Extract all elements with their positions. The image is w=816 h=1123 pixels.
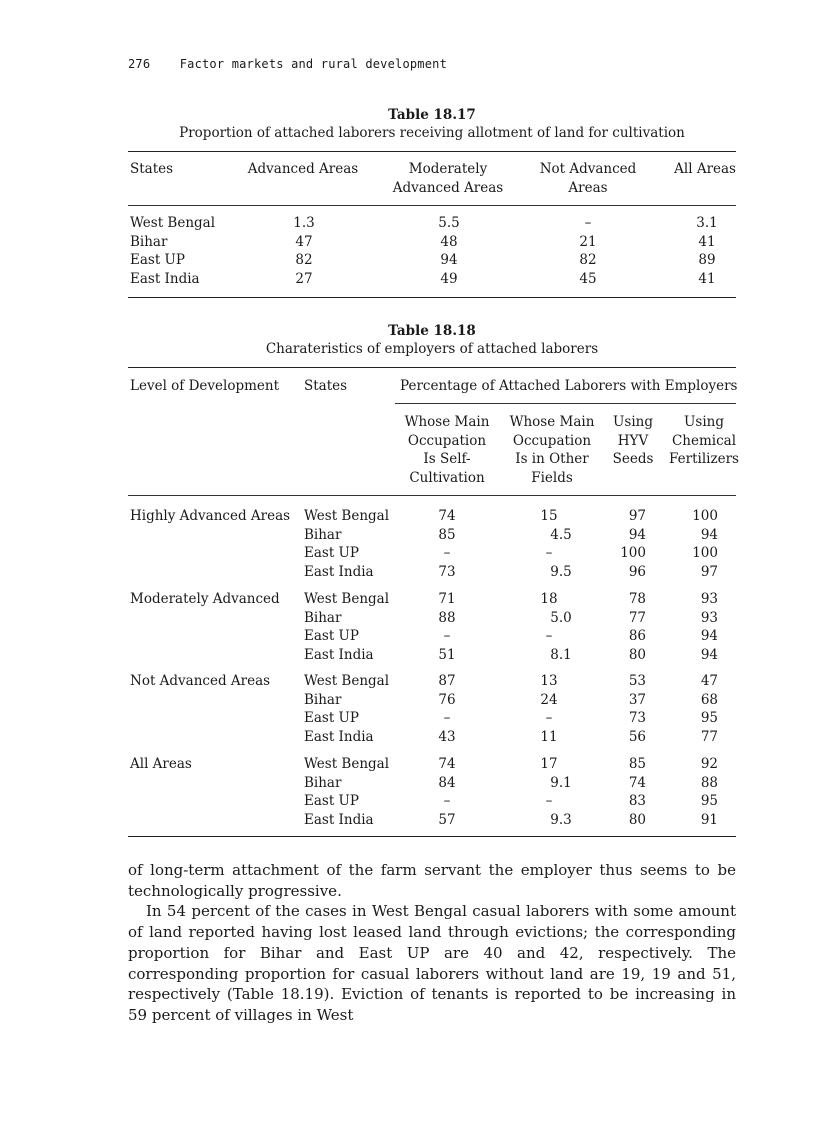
row-state: West Bengal	[304, 591, 390, 607]
row-state: Bihar	[304, 691, 342, 708]
cell-self-cultivation: –	[443, 793, 451, 809]
sub-header-self-cultivation: Occupation	[407, 432, 487, 449]
cell-other-fields: 11	[540, 728, 558, 745]
cell-hyv-seeds: 80	[628, 646, 646, 663]
cell-hyv-seeds: 77	[628, 609, 646, 626]
cell-hyv-seeds: 73	[628, 710, 646, 726]
cell-chemical-fertilizers: 100	[692, 545, 718, 561]
sub-header-hyv: Seeds	[612, 451, 654, 467]
cell-other-fields: –	[545, 710, 553, 726]
table-title: Proportion of attached laborers receiving allotment of land for cultivation	[179, 125, 685, 141]
row-state: Bihar	[304, 774, 342, 791]
row-state: East UP	[304, 628, 360, 644]
sub-header-fertilizers: Chemical	[671, 432, 737, 449]
cell-hyv-seeds: 94	[628, 526, 646, 543]
cell-self-cultivation: 87	[438, 673, 456, 689]
cell-hyv-seeds: 80	[628, 811, 646, 828]
row-state: East India	[130, 270, 200, 287]
cell-hyv-seeds: 53	[628, 673, 646, 689]
cell-other-fields: 24	[540, 691, 558, 708]
cell-other-fields: 8.1	[550, 646, 572, 663]
row-state: West Bengal	[304, 508, 390, 524]
cell-other-fields: 15	[540, 508, 558, 524]
running-head	[128, 57, 447, 71]
cell-other-fields: –	[545, 793, 553, 809]
col-header-states: States	[304, 378, 348, 394]
running-title: Factor markets and rural development	[179, 57, 448, 71]
cell-hyv-seeds: 100	[620, 545, 646, 561]
cell-hyv-seeds: 74	[628, 774, 646, 791]
row-state: Bihar	[130, 233, 168, 250]
cell-hyv-seeds: 85	[628, 756, 646, 772]
table-top-rule	[128, 367, 736, 368]
row-state: East UP	[304, 793, 360, 809]
cell-self-cultivation: 73	[438, 563, 456, 580]
cell-chemical-fertilizers: 93	[700, 591, 718, 607]
cell-chemical-fertilizers: 88	[700, 774, 718, 791]
cell-chemical-fertilizers: 91	[700, 811, 718, 828]
row-level-of-development: All Areas	[130, 756, 192, 772]
cell-self-cultivation: 71	[438, 591, 456, 607]
cell-self-cultivation: 76	[438, 691, 456, 708]
col-header-all: All Areas	[674, 161, 736, 177]
cell-moderately: 49	[440, 270, 458, 287]
cell-advanced: 82	[295, 252, 313, 269]
cell-hyv-seeds: 56	[628, 728, 646, 745]
sub-header-self-cultivation: Is Self-	[423, 451, 471, 467]
cell-other-fields: 5.0	[550, 609, 572, 626]
row-state: Bihar	[304, 609, 342, 626]
cell-moderately: 48	[440, 233, 458, 250]
cell-advanced: 27	[295, 270, 313, 287]
table-bottom-rule	[128, 836, 736, 837]
row-state: East UP	[304, 710, 360, 726]
cell-other-fields: 9.5	[550, 563, 572, 580]
row-state: West Bengal	[130, 215, 216, 231]
row-level-of-development: Not Advanced Areas	[130, 673, 271, 689]
table-number: Table 18.17	[388, 107, 476, 123]
paragraph: In 54 percent of the cases in West Bengal casual laborers with some amount of land reported having lost leased land through evictions; the corresponding proportion for Bihar and East UP are 40 and 42, respectively. The corresponding proportion for casual laborers without land are 19, 19 and 51, respectively (Table 18.19). Eviction of tenants is reported to be increasing in 59 percent of villages in West	[128, 902, 736, 1024]
table-18-17-caption	[128, 106, 736, 142]
cell-advanced: 1.3	[293, 215, 315, 231]
sub-header-fertilizers: Using	[684, 414, 724, 430]
sub-header-hyv: Using	[613, 414, 653, 430]
row-state: East UP	[304, 545, 360, 561]
row-state: East India	[304, 646, 374, 663]
sub-header-other-fields: Is in Other	[515, 451, 589, 467]
cell-other-fields: 9.1	[550, 774, 572, 791]
row-state: East UP	[130, 252, 186, 269]
body-text	[128, 860, 736, 1026]
cell-all: 41	[698, 270, 716, 287]
page-number: 276	[128, 57, 151, 71]
cell-all: 41	[698, 233, 716, 250]
col-header-advanced: Advanced Areas	[247, 161, 359, 177]
cell-other-fields: –	[545, 628, 553, 644]
cell-not-advanced: –	[584, 215, 592, 231]
cell-not-advanced: 45	[579, 270, 597, 287]
col-header-spanner: Percentage of Attached Laborers with Employers	[400, 378, 738, 394]
cell-hyv-seeds: 96	[628, 563, 646, 580]
cell-self-cultivation: –	[443, 710, 451, 726]
table-title: Charateristics of employers of attached laborers	[265, 341, 599, 357]
cell-all: 3.1	[696, 215, 718, 231]
cell-self-cultivation: 84	[438, 774, 456, 791]
row-state: West Bengal	[304, 673, 390, 689]
cell-chemical-fertilizers: 47	[700, 673, 718, 689]
cell-other-fields: 9.3	[550, 811, 572, 828]
cell-chemical-fertilizers: 100	[692, 508, 718, 524]
cell-self-cultivation: 43	[438, 728, 456, 745]
cell-chemical-fertilizers: 97	[700, 563, 718, 580]
sub-header-fertilizers: Fertilizers	[669, 451, 739, 467]
cell-chemical-fertilizers: 94	[700, 526, 718, 543]
sub-header-other-fields: Occupation	[512, 432, 592, 449]
cell-chemical-fertilizers: 94	[700, 646, 718, 663]
row-state: West Bengal	[304, 756, 390, 772]
cell-chemical-fertilizers: 95	[700, 793, 718, 809]
cell-not-advanced: 82	[579, 252, 597, 269]
paragraph: of long-term attachment of the farm servant the employer thus seems to be technologically progressive.	[128, 861, 736, 900]
cell-hyv-seeds: 78	[628, 591, 646, 607]
col-header-not-advanced-2: Areas	[568, 179, 608, 196]
row-state: East India	[304, 728, 374, 745]
cell-other-fields: 18	[540, 591, 558, 607]
cell-hyv-seeds: 37	[628, 691, 646, 708]
cell-chemical-fertilizers: 77	[700, 728, 718, 745]
table-18-18-caption	[128, 322, 736, 358]
cell-self-cultivation: 57	[438, 811, 456, 828]
cell-self-cultivation: 74	[438, 508, 456, 524]
row-level-of-development: Moderately Advanced	[130, 591, 280, 607]
cell-chemical-fertilizers: 68	[700, 691, 718, 708]
col-header-moderately-2: Advanced Areas	[392, 179, 504, 196]
table-header-rule	[128, 495, 736, 496]
cell-hyv-seeds: 83	[628, 793, 646, 809]
col-header-level: Level of Development	[130, 378, 280, 394]
cell-self-cultivation: –	[443, 545, 451, 561]
cell-self-cultivation: 88	[438, 609, 456, 626]
table-number: Table 18.18	[388, 323, 476, 339]
table-bottom-rule	[128, 297, 736, 298]
cell-other-fields: –	[545, 545, 553, 561]
cell-advanced: 47	[295, 233, 313, 250]
table-header-rule	[128, 205, 736, 206]
row-state: East India	[304, 563, 374, 580]
cell-self-cultivation: –	[443, 628, 451, 644]
sub-header-self-cultivation: Whose Main	[404, 414, 490, 430]
sub-header-other-fields: Whose Main	[509, 414, 595, 430]
col-header-states: States	[130, 161, 174, 177]
row-level-of-development: Highly Advanced Areas	[130, 508, 291, 524]
cell-moderately: 94	[440, 252, 458, 269]
cell-chemical-fertilizers: 92	[700, 756, 718, 772]
cell-hyv-seeds: 86	[628, 628, 646, 644]
cell-self-cultivation: 74	[438, 756, 456, 772]
cell-all: 89	[698, 252, 716, 269]
cell-not-advanced: 21	[579, 233, 597, 250]
sub-header-self-cultivation: Cultivation	[409, 469, 485, 486]
cell-moderately: 5.5	[438, 215, 460, 231]
col-header-moderately: Moderately	[408, 161, 488, 177]
cell-other-fields: 17	[540, 756, 558, 772]
cell-other-fields: 4.5	[550, 526, 572, 543]
spanner-rule	[395, 403, 736, 404]
row-state: Bihar	[304, 526, 342, 543]
table-top-rule	[128, 151, 736, 152]
cell-chemical-fertilizers: 95	[700, 710, 718, 726]
col-header-not-advanced: Not Advanced	[539, 161, 637, 177]
cell-other-fields: 13	[540, 673, 558, 689]
sub-header-other-fields: Fields	[531, 469, 573, 486]
cell-self-cultivation: 51	[438, 646, 456, 663]
cell-chemical-fertilizers: 93	[700, 609, 718, 626]
cell-chemical-fertilizers: 94	[700, 628, 718, 644]
cell-hyv-seeds: 97	[628, 508, 646, 524]
row-state: East India	[304, 811, 374, 828]
sub-header-hyv: HYV	[617, 432, 649, 449]
cell-self-cultivation: 85	[438, 526, 456, 543]
